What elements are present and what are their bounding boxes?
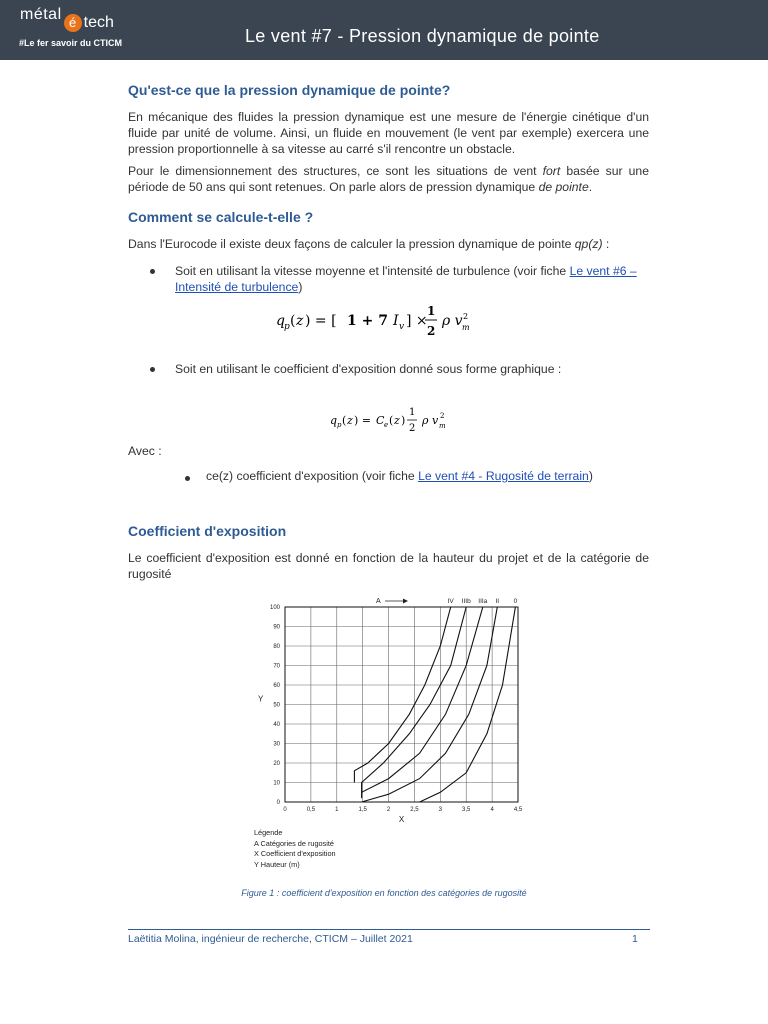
- x-tick-label: 2: [386, 807, 391, 813]
- x-tick-label: 1,5: [358, 807, 367, 813]
- link-vent-6[interactable]: Le vent #6 – Intensité de turbulence: [175, 264, 637, 294]
- sub-bullet-text: ce(z) coefficient d'exposition (voir fiche: [206, 469, 419, 483]
- svg-text:2: 2: [409, 423, 416, 434]
- exposure-paragraph: Le coefficient d'exposition est donné en fonction de la hauteur du projet et de la catégorie de rugosité: [128, 551, 649, 581]
- category-arrow-label: A: [376, 598, 381, 605]
- formula-turbulence: [270, 298, 470, 342]
- y-tick-label: 80: [273, 644, 280, 650]
- svg-text:) =: ) =: [354, 414, 372, 427]
- svg-text:z: z: [347, 414, 353, 427]
- metaltech-logo: [20, 6, 114, 31]
- y-axis-label: Y: [258, 694, 264, 704]
- series-label-IIIb: IIIb: [461, 598, 471, 605]
- x-tick-label: 1: [335, 807, 339, 813]
- svg-text:q: q: [276, 313, 285, 329]
- sub-bullet-end: ): [588, 469, 593, 483]
- y-tick-label: 90: [273, 624, 280, 631]
- x-tick-label: 0: [283, 807, 287, 813]
- figure-caption: Figure 1 : coefficient d'exposition en fonction des catégories de rugosité: [241, 888, 527, 898]
- header-bar: [0, 0, 768, 60]
- bullet-dot: [150, 269, 155, 274]
- logo-part2: tech: [83, 14, 114, 31]
- y-tick-label: 10: [273, 780, 280, 787]
- bullet-graphique: Soit en utilisant le coefficient d'exposition donné sous forme graphique :: [175, 362, 562, 376]
- para2-end: .: [588, 180, 593, 194]
- svg-text:ρ v: ρ v: [442, 313, 463, 329]
- section-heading-definition: Qu'est-ce que la pression dynamique de pointe?: [128, 82, 451, 98]
- chart-legend: [254, 828, 336, 870]
- y-tick-label: 70: [273, 663, 280, 670]
- legend-x: X Coefficient d'exposition: [254, 849, 336, 858]
- svg-text:1 + 7: 1 + 7: [347, 313, 388, 329]
- logo-circle: é: [64, 14, 82, 32]
- series-label-II: II: [495, 598, 500, 605]
- exposure-chart: [250, 592, 540, 828]
- calculation-intro: [128, 236, 649, 252]
- svg-text:v: v: [399, 322, 405, 332]
- series-curve-IIIb: [362, 607, 467, 792]
- y-tick-label: 40: [273, 722, 280, 728]
- svg-text:p: p: [337, 421, 342, 429]
- section-heading-exposure: Coefficient d'exposition: [128, 523, 287, 539]
- svg-text:m: m: [439, 422, 446, 430]
- para2-pointe: de pointe: [538, 180, 589, 194]
- series-label-IIIa: IIIa: [478, 598, 488, 605]
- bullet-turbulence: [175, 263, 649, 295]
- series-curve-IV: [354, 607, 450, 783]
- svg-text:2: 2: [463, 312, 469, 321]
- y-tick-label: 60: [273, 683, 280, 689]
- y-tick-label: 50: [273, 702, 280, 709]
- series-curve-IIIa: [362, 607, 483, 798]
- category-arrow-head: [403, 599, 408, 604]
- svg-text:2: 2: [427, 324, 436, 338]
- para2-a: Pour le dimensionnement des structures, ce sont les situations de vent: [128, 164, 543, 178]
- link-vent-4[interactable]: Le vent #4 - Rugosité de terrain: [418, 469, 589, 483]
- avec-label: Avec :: [128, 444, 162, 458]
- page-title: Le vent #7 - Pression dynamique de pointe: [245, 26, 600, 46]
- dimensioning-paragraph: [128, 163, 649, 195]
- y-tick-label: 30: [273, 741, 280, 748]
- para2-b: basée sur une période de 50 ans qui sont retenues. On parle alors de pression dynamique: [128, 164, 649, 194]
- footer-divider: [128, 929, 650, 930]
- svg-text:): ): [401, 414, 406, 427]
- legend-title: Légende: [254, 828, 283, 837]
- svg-text:] ×: ] ×: [406, 313, 428, 329]
- svg-text:(: (: [389, 414, 394, 427]
- sub-bullet-dot: [185, 476, 190, 481]
- svg-text:2: 2: [440, 412, 445, 420]
- svg-text:z: z: [296, 313, 304, 329]
- x-tick-label: 2,5: [410, 807, 419, 813]
- y-tick-label: 100: [269, 605, 280, 611]
- y-tick-label: 0: [276, 800, 280, 806]
- legend-a: A Catégories de rugosité: [254, 838, 334, 848]
- definition-paragraph: En mécanique des fluides la pression dynamique est une mesure de l'énergie cinétique d'un fluide par unité de volume. Ainsi, un fluide en mouvement (le vent par exemple) exercera une pression proportionnelle à sa vitesse au carré s'il rencontre un obstacle.: [128, 110, 649, 156]
- svg-text:1: 1: [409, 407, 416, 418]
- intro-text: Dans l'Eurocode il existe deux façons de calculer la pression dynamique de pointe: [128, 237, 575, 251]
- para2-fort: fort: [542, 164, 561, 178]
- svg-text:(: (: [342, 414, 347, 427]
- svg-text:) = [: ) = [: [305, 313, 337, 329]
- footer-author: Laëtitia Molina, ingénieur de recherche, CTICM – Juillet 2021: [128, 933, 413, 945]
- bullet1-end: ): [298, 280, 303, 294]
- svg-text:1: 1: [427, 304, 436, 318]
- y-tick-label: 20: [273, 761, 280, 767]
- svg-text:I: I: [393, 313, 399, 329]
- tagline: #Le fer savoir du CTICM: [19, 38, 123, 48]
- bullet-dot: [150, 367, 155, 372]
- page-number: 1: [632, 933, 638, 945]
- legend-y: Y Hauteur (m): [254, 859, 300, 869]
- formula-exposure: [328, 400, 458, 436]
- intro-symbol: qp(z): [574, 237, 603, 251]
- x-tick-label: 4,5: [513, 807, 523, 813]
- x-axis-label: X: [398, 815, 405, 824]
- svg-text:ρ v: ρ v: [422, 414, 439, 427]
- series-label-0: 0: [513, 598, 518, 605]
- sub-bullet-ce: [206, 468, 593, 484]
- x-tick-label: 0,5: [306, 807, 316, 813]
- svg-text:q: q: [330, 414, 338, 427]
- svg-text:m: m: [462, 323, 470, 332]
- logo-part1: métal: [20, 6, 62, 23]
- intro-end: :: [602, 237, 610, 251]
- section-heading-calculation: Comment se calcule-t-elle ?: [128, 209, 314, 225]
- series-label-IV: IV: [447, 598, 454, 605]
- x-tick-label: 3: [438, 807, 443, 813]
- bullet1-text: Soit en utilisant la vitesse moyenne et l'intensité de turbulence (voir fiche: [175, 264, 570, 278]
- svg-text:C: C: [376, 414, 385, 427]
- svg-text:p: p: [284, 322, 290, 332]
- svg-text:e: e: [384, 421, 389, 429]
- x-tick-label: 3,5: [462, 807, 471, 813]
- x-tick-label: 4: [490, 807, 494, 813]
- svg-text:(: (: [290, 313, 296, 329]
- svg-text:z: z: [394, 414, 400, 427]
